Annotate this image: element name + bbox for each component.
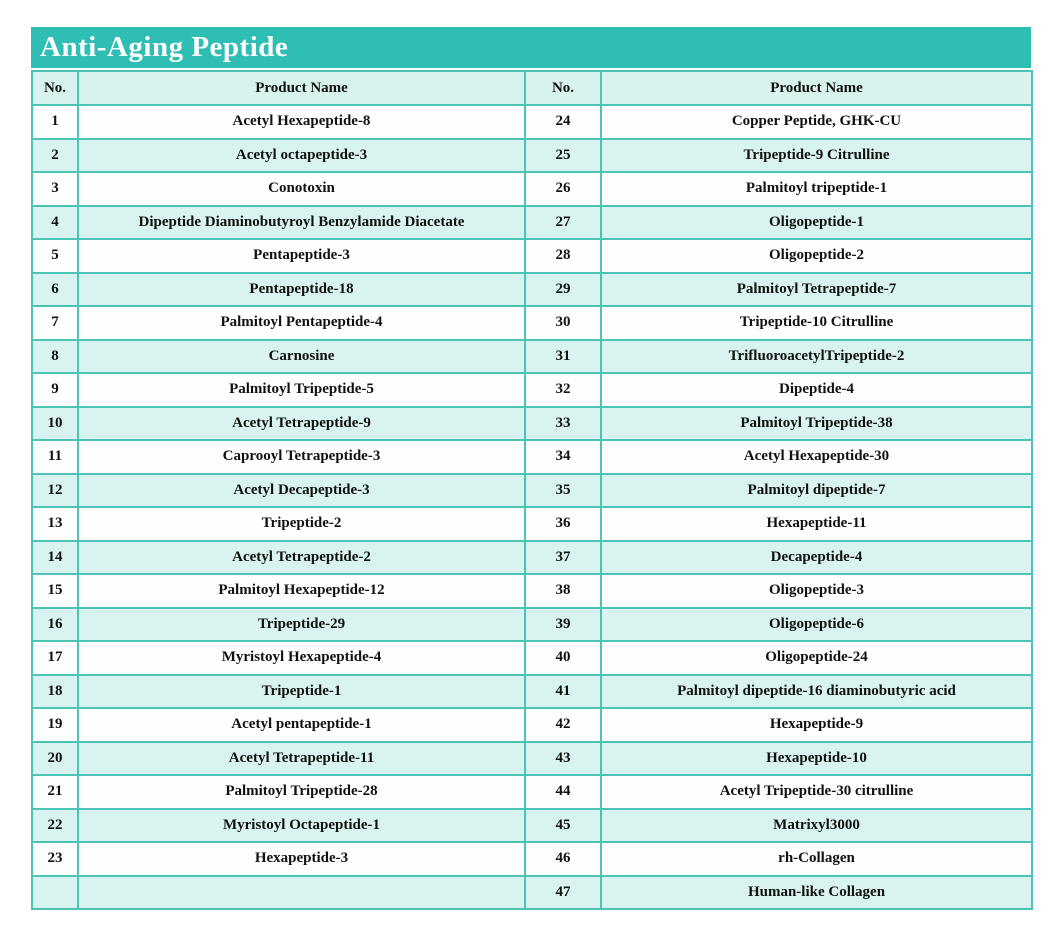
table-row: [32, 172, 1032, 206]
no-cell-right: 35: [525, 474, 601, 508]
table-row: [32, 641, 1032, 675]
name-cell-left: Acetyl Tetrapeptide-2: [78, 541, 525, 575]
no-cell-right: 38: [525, 574, 601, 608]
name-cell-right: Tripeptide-9 Citrulline: [601, 139, 1032, 173]
name-cell-left: Acetyl Tetrapeptide-11: [78, 742, 525, 776]
no-cell-right: 25: [525, 139, 601, 173]
name-cell-right: rh-Collagen: [601, 842, 1032, 876]
name-cell-left: Tripeptide-2: [78, 507, 525, 541]
no-cell-left: 9: [32, 373, 78, 407]
table-row: [32, 842, 1032, 876]
name-cell-left: Carnosine: [78, 340, 525, 374]
name-cell-right: Palmitoyl dipeptide-16 diaminobutyric acid: [601, 675, 1032, 709]
no-cell-left: 17: [32, 641, 78, 675]
name-cell-left: Acetyl pentapeptide-1: [78, 708, 525, 742]
table-row: [32, 742, 1032, 776]
table-row: [32, 340, 1032, 374]
no-cell-right: 31: [525, 340, 601, 374]
name-cell-right: Tripeptide-10 Citrulline: [601, 306, 1032, 340]
name-cell-left: Hexapeptide-3: [78, 842, 525, 876]
no-cell-right: 27: [525, 206, 601, 240]
no-cell-right: 42: [525, 708, 601, 742]
column-header-no-right: No.: [525, 71, 601, 105]
no-cell-left: 6: [32, 273, 78, 307]
no-cell-right: 41: [525, 675, 601, 709]
table-row: [32, 675, 1032, 709]
name-cell-right: Oligopeptide-3: [601, 574, 1032, 608]
name-cell-left: Palmitoyl Tripeptide-5: [78, 373, 525, 407]
name-cell-right: Decapeptide-4: [601, 541, 1032, 575]
name-cell-left: Acetyl octapeptide-3: [78, 139, 525, 173]
page-title: Anti-Aging Peptide: [31, 27, 1031, 68]
no-cell-right: 29: [525, 273, 601, 307]
name-cell-left: [78, 876, 525, 910]
no-cell-right: 47: [525, 876, 601, 910]
no-cell-right: 46: [525, 842, 601, 876]
name-cell-left: Acetyl Hexapeptide-8: [78, 105, 525, 139]
no-cell-left: 20: [32, 742, 78, 776]
no-cell-right: 44: [525, 775, 601, 809]
table-row: [32, 507, 1032, 541]
name-cell-left: Myristoyl Octapeptide-1: [78, 809, 525, 843]
column-header-product-name-left: Product Name: [78, 71, 525, 105]
name-cell-left: Palmitoyl Tripeptide-28: [78, 775, 525, 809]
table-row: [32, 708, 1032, 742]
table-row: [32, 775, 1032, 809]
table-row: [32, 407, 1032, 441]
no-cell-left: 8: [32, 340, 78, 374]
table-body: [32, 105, 1032, 909]
no-cell-right: 36: [525, 507, 601, 541]
no-cell-right: 24: [525, 105, 601, 139]
no-cell-right: 28: [525, 239, 601, 273]
no-cell-right: 34: [525, 440, 601, 474]
no-cell-right: 40: [525, 641, 601, 675]
name-cell-right: Dipeptide-4: [601, 373, 1032, 407]
table-row: [32, 373, 1032, 407]
no-cell-left: 21: [32, 775, 78, 809]
name-cell-left: Tripeptide-1: [78, 675, 525, 709]
name-cell-right: Hexapeptide-11: [601, 507, 1032, 541]
name-cell-right: Matrixyl3000: [601, 809, 1032, 843]
no-cell-right: 45: [525, 809, 601, 843]
no-cell-left: 16: [32, 608, 78, 642]
name-cell-right: Oligopeptide-6: [601, 608, 1032, 642]
no-cell-right: 26: [525, 172, 601, 206]
table-header-row: [32, 71, 1032, 105]
table-row: [32, 139, 1032, 173]
table-row: [32, 105, 1032, 139]
no-cell-left: 3: [32, 172, 78, 206]
no-cell-right: 37: [525, 541, 601, 575]
name-cell-right: Oligopeptide-1: [601, 206, 1032, 240]
no-cell-left: 19: [32, 708, 78, 742]
name-cell-left: Tripeptide-29: [78, 608, 525, 642]
name-cell-left: Acetyl Tetrapeptide-9: [78, 407, 525, 441]
no-cell-left: 13: [32, 507, 78, 541]
no-cell-left: 11: [32, 440, 78, 474]
name-cell-right: Human-like Collagen: [601, 876, 1032, 910]
no-cell-left: 12: [32, 474, 78, 508]
name-cell-right: TrifluoroacetylTripeptide-2: [601, 340, 1032, 374]
no-cell-left: 5: [32, 239, 78, 273]
name-cell-right: Oligopeptide-24: [601, 641, 1032, 675]
name-cell-left: Dipeptide Diaminobutyroyl Benzylamide Diacetate: [78, 206, 525, 240]
name-cell-left: Pentapeptide-3: [78, 239, 525, 273]
column-header-product-name-right: Product Name: [601, 71, 1032, 105]
no-cell-left: 4: [32, 206, 78, 240]
no-cell-right: 33: [525, 407, 601, 441]
no-cell-right: 39: [525, 608, 601, 642]
name-cell-right: Oligopeptide-2: [601, 239, 1032, 273]
table-row: [32, 306, 1032, 340]
no-cell-left: 14: [32, 541, 78, 575]
name-cell-right: Hexapeptide-9: [601, 708, 1032, 742]
name-cell-left: Caprooyl Tetrapeptide-3: [78, 440, 525, 474]
table-row: [32, 206, 1032, 240]
no-cell-left: 7: [32, 306, 78, 340]
no-cell-right: 32: [525, 373, 601, 407]
table-row: [32, 239, 1032, 273]
name-cell-right: Acetyl Tripeptide-30 citrulline: [601, 775, 1032, 809]
no-cell-left: 1: [32, 105, 78, 139]
no-cell-left: 2: [32, 139, 78, 173]
no-cell-left: 10: [32, 407, 78, 441]
no-cell-left: 22: [32, 809, 78, 843]
name-cell-left: Palmitoyl Pentapeptide-4: [78, 306, 525, 340]
name-cell-right: Hexapeptide-10: [601, 742, 1032, 776]
name-cell-right: Palmitoyl Tetrapeptide-7: [601, 273, 1032, 307]
peptide-table: [31, 70, 1033, 910]
name-cell-left: Palmitoyl Hexapeptide-12: [78, 574, 525, 608]
name-cell-left: Pentapeptide-18: [78, 273, 525, 307]
column-header-no-left: No.: [32, 71, 78, 105]
no-cell-left: 23: [32, 842, 78, 876]
name-cell-right: Palmitoyl tripeptide-1: [601, 172, 1032, 206]
table-row: [32, 608, 1032, 642]
table-row: [32, 876, 1032, 910]
no-cell-right: 30: [525, 306, 601, 340]
name-cell-left: Acetyl Decapeptide-3: [78, 474, 525, 508]
no-cell-left: 18: [32, 675, 78, 709]
no-cell-left: 15: [32, 574, 78, 608]
name-cell-left: Myristoyl Hexapeptide-4: [78, 641, 525, 675]
table-row: [32, 809, 1032, 843]
name-cell-left: Conotoxin: [78, 172, 525, 206]
name-cell-right: Acetyl Hexapeptide-30: [601, 440, 1032, 474]
name-cell-right: Palmitoyl dipeptide-7: [601, 474, 1032, 508]
no-cell-left: [32, 876, 78, 910]
table-row: [32, 541, 1032, 575]
no-cell-right: 43: [525, 742, 601, 776]
name-cell-right: Copper Peptide, GHK-CU: [601, 105, 1032, 139]
peptide-catalog: [31, 27, 1031, 910]
table-row: [32, 574, 1032, 608]
table-row: [32, 273, 1032, 307]
table-row: [32, 474, 1032, 508]
name-cell-right: Palmitoyl Tripeptide-38: [601, 407, 1032, 441]
table-row: [32, 440, 1032, 474]
